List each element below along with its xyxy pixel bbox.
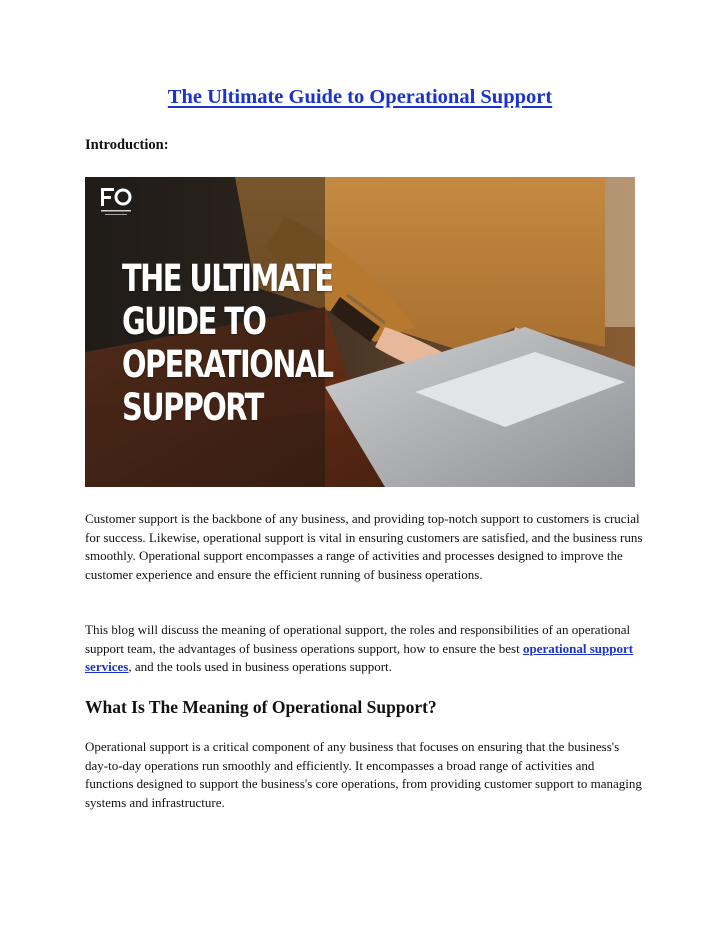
paragraph-blog-overview — [85, 621, 645, 677]
paragraph-meaning: Operational support is a critical component of any business that focuses on ensuring that the business's day-to-day operations run smoothly and efficiently. It encompasses a broad range of activities and functions designed to support the business's core operations, from providing customer support to managing systems and infrastructure. — [85, 739, 642, 810]
page-title — [0, 86, 720, 109]
paragraph-text: , and the tools used in business operations support. — [128, 659, 392, 674]
hero-image — [85, 177, 635, 487]
hero-title-line: SUPPORT — [122, 386, 263, 429]
company-logo-icon — [99, 185, 133, 219]
section-heading: What Is The Meaning of Operational Support? — [85, 697, 437, 717]
page-title-link[interactable]: The Ultimate Guide to Operational Support — [167, 86, 553, 108]
paragraph-text: This blog will discuss the meaning of operational support, the roles and responsibilities of an operational support team, the advantages of business operations support, how to ensure the best — [85, 622, 631, 656]
hero-title-line: GUIDE TO — [122, 300, 266, 343]
operational-support-services-link[interactable]: operational support services — [85, 640, 634, 674]
hero-title-line: OPERATIONAL — [122, 343, 333, 386]
hero-title — [122, 257, 333, 429]
hero-title-line: THE ULTIMATE — [122, 257, 333, 300]
introduction-heading: Introduction: — [85, 137, 169, 153]
paragraph-customer-support: Customer support is the backbone of any business, and providing top-notch support to customers is crucial for success. Likewise, operational support is vital in ensuring customers are satisfied, and the business runs smoothly. Operational support encompasses a range of activities and processes designed to improve the customer experience and ensure the efficient running of business operations. — [85, 511, 643, 582]
